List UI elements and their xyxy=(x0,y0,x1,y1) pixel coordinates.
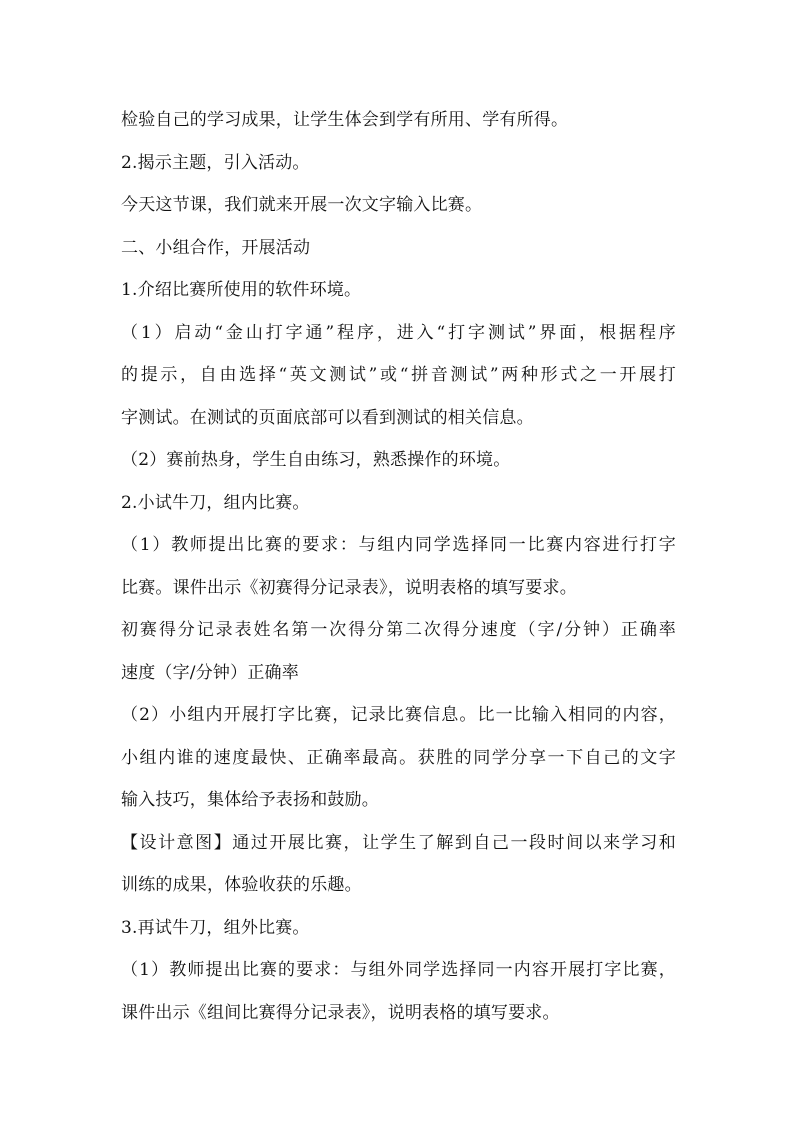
section-heading: 3.再试牛刀，组外比赛。 xyxy=(121,917,310,938)
design-intent-line: 训练的成果，体验收获的乐趣。 xyxy=(121,875,362,895)
text-line: （1）教师提出比赛的要求：与组外同学选择同一内容开展打字比赛， xyxy=(121,960,676,980)
text-line: 比赛。课件出示《初赛得分记录表》，说明表格的填写要求。 xyxy=(121,577,577,598)
text-line: （1）教师提出比赛的要求：与组内同学选择同一比赛内容进行打字 xyxy=(121,535,676,555)
text-line: 的提示，自由选择“英文测试”或“拼音测试”两种形式之一开展打 xyxy=(121,365,676,385)
document-body xyxy=(121,99,676,1034)
design-intent-line: 【设计意图】通过开展比赛，让学生了解到自己一段时间以来学习和 xyxy=(121,832,676,853)
text-line: 字测试。在测试的页面底部可以看到测试的相关信息。 xyxy=(121,407,534,428)
section-heading: 1.介绍比赛所使用的软件环境。 xyxy=(121,280,362,300)
text-line: 小组内谁的速度最快、正确率最高。获胜的同学分享一下自己的文字 xyxy=(121,747,676,768)
text-line: 检验自己的学习成果，让学生体会到学有所用、学有所得。 xyxy=(121,110,569,130)
text-line: （2）小组内开展打字比赛，记录比赛信息。比一比输入相同的内容， xyxy=(121,705,676,725)
section-heading: 2.揭示主题，引入活动。 xyxy=(121,152,310,173)
text-line: 输入技巧，集体给予表扬和鼓励。 xyxy=(121,790,379,810)
text-line: （2）赛前热身，学生自由练习，熟悉操作的环境。 xyxy=(121,450,511,470)
text-line: 课件出示《组间比赛得分记录表》，说明表格的填写要求。 xyxy=(121,1002,560,1023)
section-heading: 2.小试牛刀，组内比赛。 xyxy=(121,492,310,513)
text-line: （1）启动“金山打字通”程序，进入“打字测试”界面，根据程序 xyxy=(121,322,676,343)
section-heading: 二、小组合作，开展活动 xyxy=(121,237,311,258)
table-text-line: 速度（字/分钟）正确率 xyxy=(121,662,299,683)
text-line: 今天这节课，我们就来开展一次文字输入比赛。 xyxy=(121,195,483,215)
table-text-line: 初赛得分记录表姓名第一次得分第二次得分速度（字/分钟）正确率 xyxy=(121,620,676,640)
